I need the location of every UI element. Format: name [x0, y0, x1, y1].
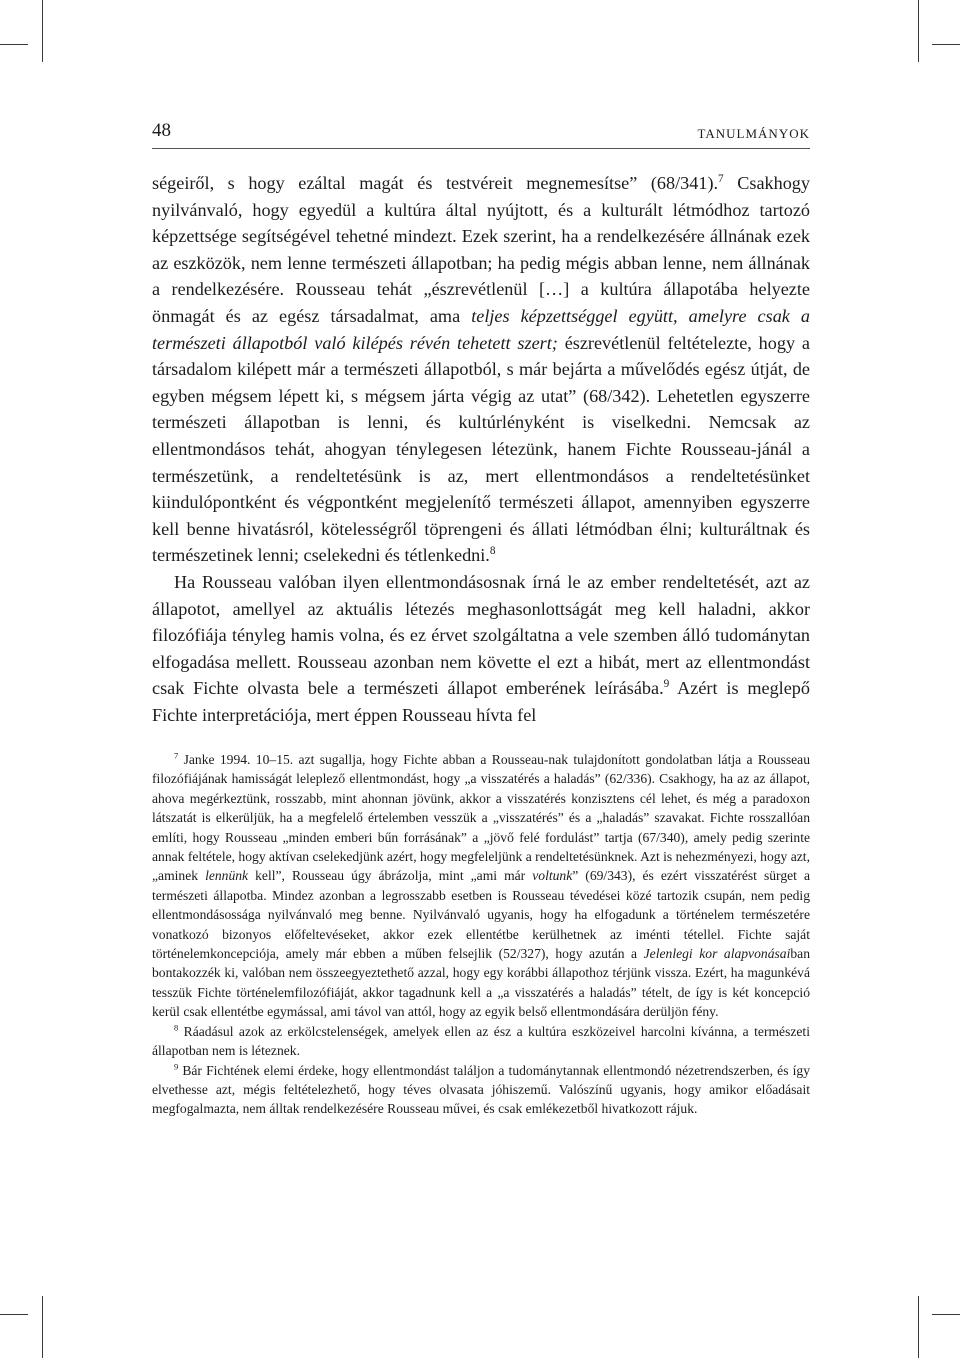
crop-mark	[932, 1314, 960, 1315]
header-rule	[152, 148, 810, 149]
footnote-8: $^8$ Ráadásul azok az erkölcstelenségek, amelyek ellen az ész a kultúra eszközeivel harcolni kívánna, a természeti állapotban nem is léteznek.	[152, 1022, 810, 1059]
footnote-7: $^7$ Janke 1994. 10–15. azt sugallja, hogy Fichte abban a Rousseau-nak tulajdonított gondolatban látja a Rousseau filozófiájának hamisságát leleplező ellentmondást, hogy „a visszatérés a haladás” (62/336). Csakhogy, ha az az állapot, ahova megérkeztünk, rosszabb, mint ahonnan jövünk, akkor a visszatérés konzisztens cél lehet, és még a paradoxon látszatát is elkerüljük, ha a megfelelő értelemben vesszük a „visszatérés” és a „haladás” szavakat. Fichte rosszallóan említi, hogy Rousseau „minden emberi bűn forrásának” a „jövő felé fordulást” tartja (67/340), amely pedig szerinte annak feltétele, hogy aktívan cselekedjünk azért, hogy megfeleljünk a rendeltetésünknek. Azt is nehezményezi, hogy azt, „aminek lennünk kell”, Rousseau úgy ábrázolja, mint „ami már voltunk” (69/343), és ezért visszatérést sürget a természeti állapotba. Mindez azonban a legrosszabb esetben is Rousseau tévedései közé tartozik csupán, nem pedig ellentmondásossága nyilvánvaló meg benne. Nyilvánvaló ugyanis, hogy ha elfogadunk a történelem természetére vonatkozó bizonyos előfeltevéseket, akkor ezek ellentétbe kerülhetnek az iménti tétellel. Fichte saját történelemkoncepciója, amely már ebben a műben felsejlik (52/327), hogy azután a Jelenlegi kor alapvonásaiban bontakozzék ki, valóban nem összeegyeztethető azzal, hogy egy korábbi állapothoz térjünk vissza. Ezért, ha magunkévá tesszük Fichte történelemfilozófiáját, akkor tagadnunk kell a „a visszatérés a haladás” tételt, de így is két koncepció kerül csak ellentétbe egymással, ami távol van attól, hogy az egyik belső ellentmondására derüljön fény.	[152, 750, 810, 1020]
footnote-9: $^9$ Bár Fichtének elemi érdeke, hogy ellentmondást találjon a tudománytannak ellentmondó nézetrendszerben, és így elvethesse azt, mégis feltételezhető, hogy téves olvasata jóhiszemű. Valószínű ugyanis, hogy amikor előadásait megfogalmazta, nem álltak rendelkezésére Rousseau művei, és csak emlékezetből hivatkozott rájuk.	[152, 1060, 810, 1117]
crop-mark	[932, 44, 960, 45]
page-number: 48	[152, 120, 171, 141]
crop-mark	[0, 1314, 28, 1315]
crop-mark	[918, 0, 919, 62]
crop-mark	[42, 1296, 43, 1358]
footnote-ref[interactable]: 7	[718, 172, 724, 185]
main-text	[152, 170, 810, 728]
footnotes	[152, 750, 810, 1119]
running-header	[152, 120, 810, 144]
footnote-ref[interactable]: 9	[663, 678, 670, 691]
crop-mark	[42, 0, 43, 62]
footnote-number: 9	[174, 1060, 179, 1071]
footnote-number: 8	[174, 1022, 179, 1033]
footnote-number: 7	[174, 750, 179, 761]
paragraph: ségeiről, s hogy ezáltal magát és testvéreit megnemesítse” (68/341).$^7$ Csakhogy nyilvánvaló, hogy egyedül a kultúra által nyújtott, és a kulturált létmódhoz tartozó képzettsége segítségével tehetné mindezt. Ezek szerint, ha a rendelkezésére állnának ezek az eszközök, nem lenne természeti állapotban; ha pedig mégis abban lenne, nem állnának a rendelkezésére. Rousseau tehát „észrevétlenül […] a kultúra állapotába helyezte önmagát és az egész társadalmat, ama teljes képzettséggel együtt, amelyre csak a természeti állapotból való kilépés révén tehetett szert; észrevétlenül feltételezte, hogy a társadalom kilépett már a természeti állapotból, s már bejárta a művelődés egész útját, de egyben mégsem lépett ki, s mégsem járta végig az utat” (68/342). Lehetetlen egyszerre természeti állapotban is lenni, és kultúrlényként is viselkedni. Nemcsak az ellentmondásos tehát, ahogyan ténylegesen létezünk, hanem Fichte Rousseau-jánál a természetünk, a rendeltetésünk is az, mert ellentmondásos a rendeltetésünket kiindulópontként és végpontként megjelenítő természeti állapot, amennyiben egyszerre kell benne hivatásról, kötelességről töprengeni és állati létmódban élni; kulturáltnak és természetinek lenni; cselekedni és tétlenkedni.$^8$	[152, 172, 810, 566]
footnote-ref[interactable]: 8	[489, 545, 496, 558]
paragraph: Ha Rousseau valóban ilyen ellentmondásosnak írná le az ember rendeltetését, azt az állapotot, amellyel az aktuális létezés meghasonlottságát meg kell haladni, akkor filozófiája tényleg hamis volna, és ez érvet szolgáltatna a vele szemben álló tudománytan elfogadása mellett. Rousseau azonban nem követte el ezt a hibát, mert az ellentmondást csak Fichte olvasta bele a természeti állapot emberének leírásába.$^9$ Azért is meglepő Fichte interpretációja, mert éppen Rousseau hívta fel	[152, 571, 810, 725]
crop-mark	[918, 1296, 919, 1358]
crop-mark	[0, 44, 28, 45]
section-title: TANULMÁNYOK	[697, 126, 810, 141]
